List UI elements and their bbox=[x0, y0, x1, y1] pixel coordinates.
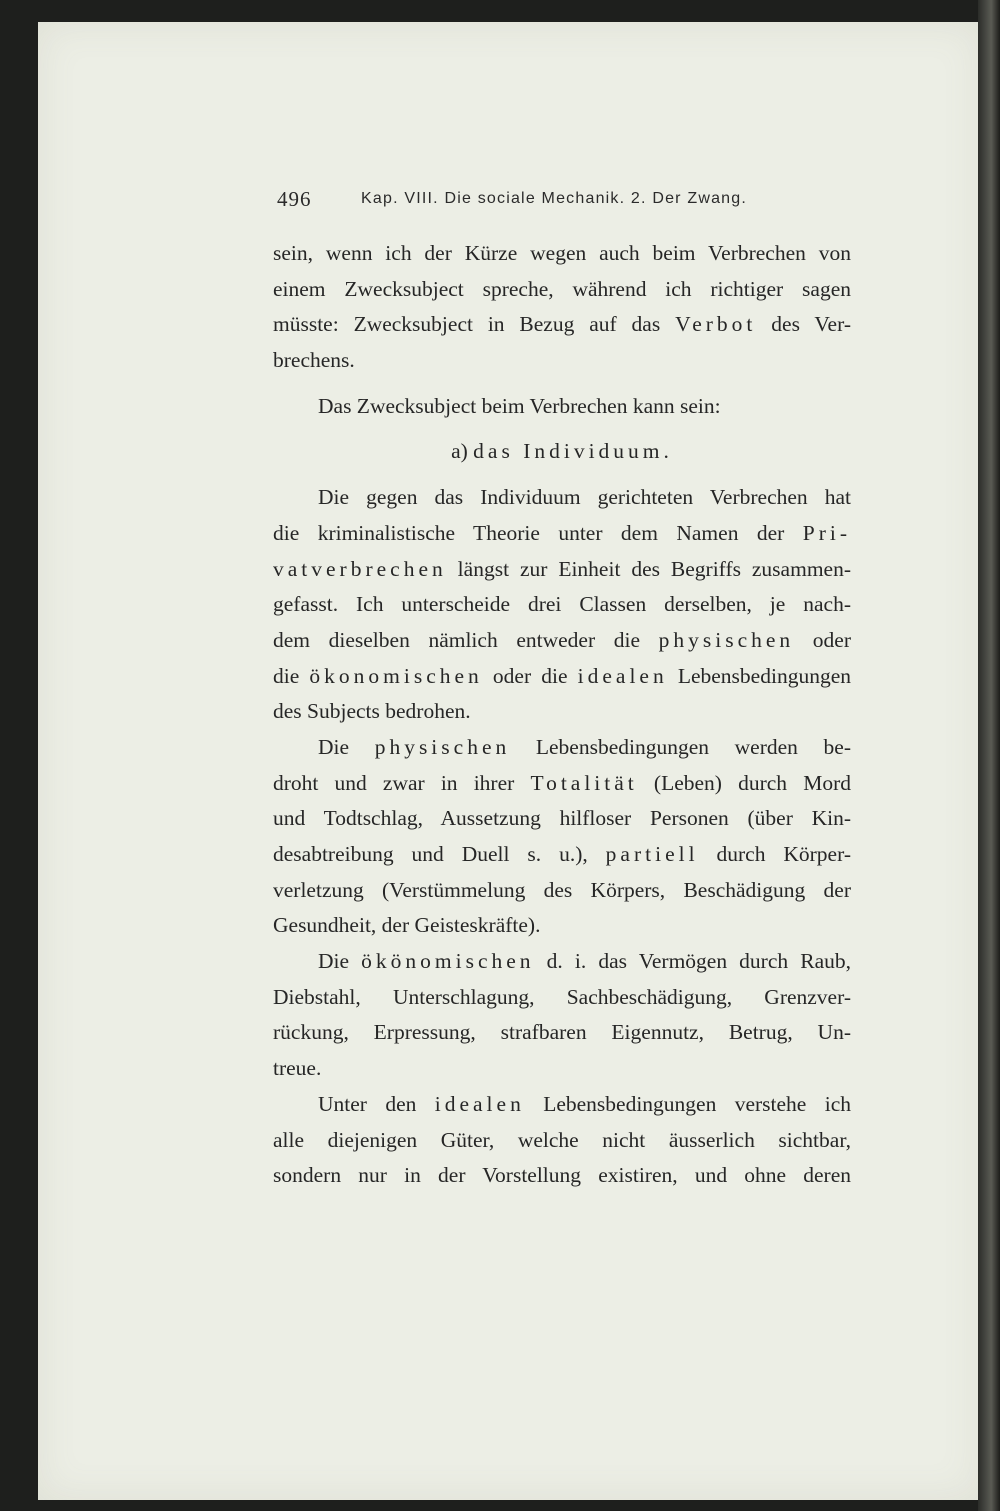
spaced-emphasis: physischen bbox=[374, 734, 511, 759]
paragraph-4 bbox=[273, 730, 851, 944]
text-line: einem Zwecksubject spreche, während ich richtiger sagen bbox=[273, 276, 851, 301]
text-line: brechens. bbox=[273, 348, 355, 373]
text-run: desabtreibung und Duell s. u.), bbox=[273, 842, 606, 866]
text-line bbox=[273, 516, 851, 552]
text-line bbox=[273, 552, 851, 588]
spaced-emphasis: partiell bbox=[605, 842, 699, 866]
text-line: des Subjects bedrohen. bbox=[273, 699, 471, 724]
text-line bbox=[273, 944, 851, 980]
spaced-emphasis: ökonomischen bbox=[309, 663, 483, 688]
paragraph-1 bbox=[273, 236, 851, 379]
text-line bbox=[273, 730, 851, 766]
text-line: treue. bbox=[273, 1056, 322, 1081]
text-run: oder bbox=[794, 627, 851, 652]
text-line: verletzung (Verstümmelung des Körpers, Beschädigung der bbox=[273, 877, 851, 902]
text-line bbox=[273, 837, 851, 873]
page-edge-shadow bbox=[978, 0, 1000, 1511]
paragraph-3 bbox=[273, 480, 851, 730]
text-run: Die bbox=[318, 734, 375, 759]
text-run: (Leben) durch Mord bbox=[637, 770, 851, 795]
text-line: Das Zwecksubject beim Verbrechen kann sein: bbox=[318, 393, 721, 418]
paragraph-6 bbox=[273, 1087, 851, 1194]
text-line: gefasst. Ich unterscheide drei Classen derselben, je nach- bbox=[273, 592, 851, 617]
heading-line bbox=[273, 434, 851, 470]
heading-text: das Individuum. bbox=[473, 439, 673, 464]
text-run: Lebensbedingungen werden be- bbox=[510, 734, 852, 759]
running-head: Kap. VIII. Die sociale Mechanik. 2. Der Zwang. bbox=[361, 190, 748, 207]
text-run: dem dieselben nämlich entweder die bbox=[273, 627, 659, 652]
text-line bbox=[273, 766, 851, 802]
paragraph-2 bbox=[273, 389, 851, 425]
body-text bbox=[273, 236, 851, 1194]
text-line: alle diejenigen Güter, welche nicht äusserlich sichtbar, bbox=[273, 1127, 851, 1152]
text-run: des Ver- bbox=[756, 312, 851, 337]
text-line: Gesundheit, der Geisteskräfte). bbox=[273, 913, 541, 938]
text-line: rückung, Erpressung, strafbaren Eigennutz, Betrug, Un- bbox=[273, 1020, 851, 1045]
text-line bbox=[273, 1087, 851, 1123]
text-line: sein, wenn ich der Kürze wegen auch beim Verbrechen von bbox=[273, 241, 851, 265]
text-run: längst zur Einheit des Begriffs zusammen- bbox=[446, 556, 851, 581]
text-run: durch Körper- bbox=[698, 842, 851, 866]
text-line bbox=[273, 623, 851, 659]
text-line: sondern nur in der Vorstellung existiren, und ohne deren bbox=[273, 1163, 851, 1188]
text-line bbox=[273, 307, 851, 343]
text-line bbox=[273, 659, 851, 695]
text-line: Die gegen das Individuum gerichteten Verbrechen hat bbox=[318, 485, 851, 510]
text-run: oder die bbox=[482, 663, 578, 688]
text-run: Lebensbedingungen bbox=[667, 663, 851, 688]
text-line: und Todtschlag, Aussetzung hilfloser Personen (über Kin- bbox=[273, 806, 851, 831]
text-run: Lebensbedingungen verstehe ich bbox=[524, 1091, 851, 1116]
spaced-emphasis: Pri- bbox=[802, 520, 851, 545]
text-line: Diebstahl, Unterschlagung, Sachbeschädigung, Grenzver- bbox=[273, 984, 851, 1009]
text-run: Unter den bbox=[318, 1091, 435, 1116]
section-heading bbox=[273, 434, 851, 470]
spaced-emphasis: vatverbrechen bbox=[273, 556, 447, 581]
text-run: Die bbox=[318, 949, 362, 974]
heading-label: a) bbox=[451, 439, 474, 464]
spaced-emphasis: Totalität bbox=[530, 770, 638, 795]
text-run: droht und zwar in ihrer bbox=[273, 770, 531, 795]
text-run: müsste: Zwecksubject in Bezug auf das bbox=[273, 312, 676, 337]
text-run: d. i. das Vermögen durch Raub, bbox=[534, 949, 851, 974]
page-number: 496 bbox=[277, 187, 312, 211]
text-run: die kriminalistische Theorie unter dem Namen der bbox=[273, 520, 803, 545]
text-run: die bbox=[273, 663, 310, 688]
spaced-emphasis: idealen bbox=[434, 1091, 525, 1116]
spaced-emphasis: physischen bbox=[658, 627, 795, 652]
spaced-emphasis: ökönomischen bbox=[361, 949, 535, 974]
page-header bbox=[277, 187, 857, 217]
spaced-emphasis: idealen bbox=[577, 663, 668, 688]
spaced-emphasis: Verbot bbox=[675, 312, 757, 337]
paragraph-5 bbox=[273, 944, 851, 1087]
